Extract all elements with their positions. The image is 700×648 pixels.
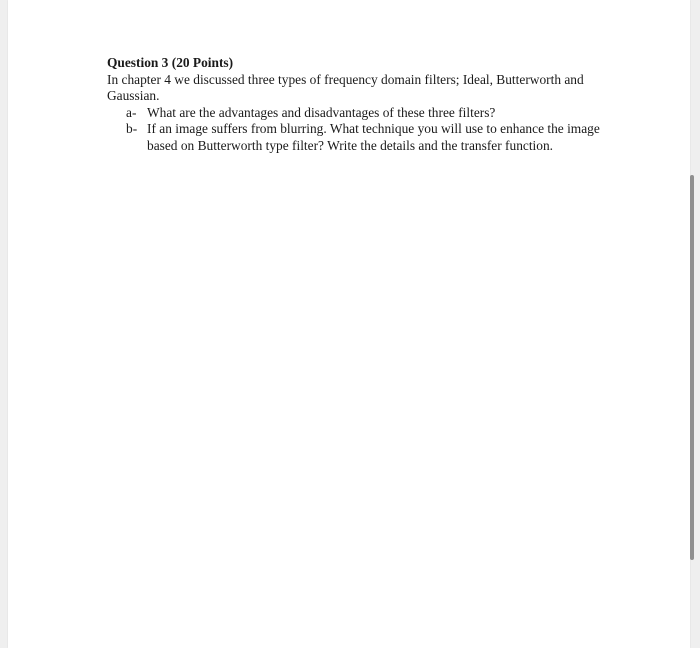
question-items-list [107, 105, 602, 155]
list-item-marker: b- [126, 121, 138, 136]
document-page [8, 0, 690, 648]
list-item-text: If an image suffers from blurring. What technique you will use to enhance the image based on Butterworth type filter? Write the details and the transfer function. [147, 121, 600, 153]
list-item-text: What are the advantages and disadvantages of these three filters? [147, 104, 496, 120]
list-item-marker: a- [126, 104, 137, 120]
vertical-scrollbar[interactable] [690, 175, 694, 560]
question-body: In chapter 4 we discussed three types of frequency domain filters; Ideal, Butterworth and Gaussian. [107, 71, 584, 103]
question-block [107, 55, 602, 154]
list-item [107, 105, 602, 122]
list-item [107, 121, 602, 154]
question-title: Question 3 (20 Points) [107, 55, 234, 70]
